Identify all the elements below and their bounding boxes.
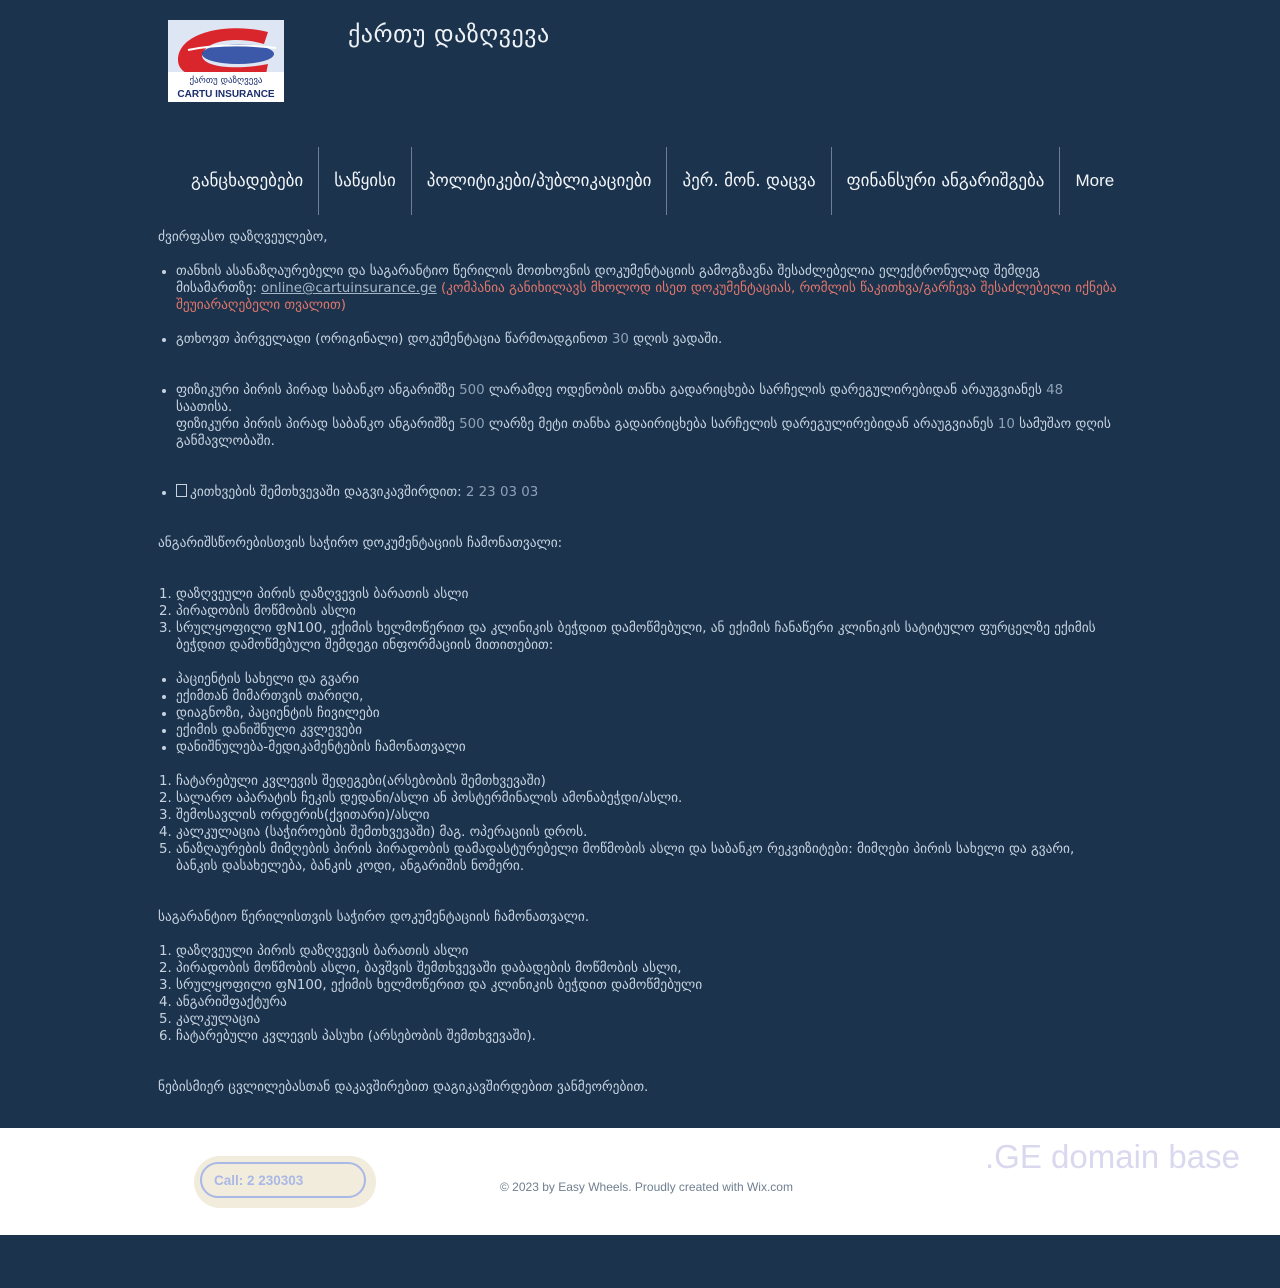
nav-item-policies[interactable]: პოლიტიკები/პუბლიკაციები xyxy=(412,147,668,215)
info-bullets-3 xyxy=(158,382,1118,450)
phone-icon xyxy=(176,484,187,497)
main-content xyxy=(158,229,1118,1096)
patient-info-list xyxy=(158,671,1118,756)
list-item: • გთხოვთ პირველადი (ორიგინალი) დოკუმენტაცია წარმოადგინოთ 30 დღის ვადაში. xyxy=(176,331,1118,348)
reimbursement-list xyxy=(158,586,1118,654)
list-item: 5. კალკულაცია xyxy=(176,1011,1118,1028)
footer xyxy=(0,1128,1280,1235)
list-item: • თანხის ასანაზღაურებელი და საგარანტიო წერილის მოთხოვნის დოკუმენტაციის გამოგზავნა შესაძლებელია ელექტრონულად შემდეგ მისამართზე: online@cartuinsurance.ge (კომპანია განიხილავს მხოლოდ ისეთ დოკუმენტაციას, რომლის წაკითხვა/გარჩევა შესაძლებელი იქნება შეუიარაღებელი თვალით) xyxy=(176,263,1118,314)
greeting: ძვირფასო დაზღვეულებო, xyxy=(158,230,328,245)
list-item: 5. ანაზღაურების მიმღების პირის პირადობის დამადასტურებელი მოწმობის ასლი და საბანკო რეკვიზიტები: მიმღები პირის სახელი და გვარი, ბანკის დასახელება, ბანკის კოდი, ანგარიშის ნომერი. xyxy=(176,841,1118,875)
list-item: • დანიშნულება-მედიკამენტების ჩამონათვალი xyxy=(176,739,1118,756)
list-item: 2. პირადობის მოწმობის ასლი xyxy=(176,603,1118,620)
info-bullets-4 xyxy=(158,484,1118,501)
site-title: ქართუ დაზღვევა xyxy=(348,20,550,48)
list-item: 4. კალკულაცია (საჭიროების შემთხვევაში) მაგ. ოპერაციის დროს. xyxy=(176,824,1118,841)
list-item: • დიაგნოზი, პაციენტის ჩივილები xyxy=(176,705,1118,722)
list-item: 1. დაზღვეული პირის დაზღვევის ბარათის ასლი xyxy=(176,586,1118,603)
list-item: 4. ანგარიშფაქტურა xyxy=(176,994,1118,1011)
nav-item-more[interactable]: More xyxy=(1075,171,1115,190)
nav-item-data-protection[interactable]: პერ. მონ. დაცვა xyxy=(667,147,831,215)
logo-text: ქართუ დაზღვევა xyxy=(189,76,263,86)
reimbursement-heading: ანგარიშსწორებისთვის საჭირო დოკუმენტაციის ჩამონათვალი: xyxy=(158,536,563,551)
guarantee-list xyxy=(158,943,1118,1045)
info-bullets-2 xyxy=(158,331,1118,348)
list-item: 3. სრულყოფილი ფN100, ექიმის ხელმოწერით და კლინიკის ბეჭდით დამოწმებული xyxy=(176,977,1118,994)
list-item: • კითხვების შემთხვევაში დაგვიკავშირდით: 2 23 03 03 xyxy=(176,484,1118,501)
call-button-wrapper xyxy=(194,1156,376,1208)
logo-graphic xyxy=(168,20,284,102)
reimbursement-list-2 xyxy=(158,773,1118,875)
nav-item-home[interactable]: საწყისი xyxy=(319,147,412,215)
domain-badge[interactable]: .GE domain base xyxy=(985,1138,1240,1175)
closing-text: ნებისმიერ ცვლილებასთან დაკავშირებით დაგიკავშირდებით ვანმეორებით. xyxy=(158,1080,649,1095)
list-item: • ექიმთან მიმართვის თარიღი, xyxy=(176,688,1118,705)
main-nav xyxy=(176,147,1129,215)
logo[interactable] xyxy=(168,20,284,102)
list-item: 1. ჩატარებული კვლევის შედეგები(არსებობის შემთხვევაში) xyxy=(176,773,1118,790)
info-bullets-1 xyxy=(158,263,1118,314)
email-link[interactable]: online@cartuinsurance.ge xyxy=(261,281,437,296)
nav-item-financial-reports[interactable]: ფინანსური ანგარიშგება xyxy=(832,147,1061,215)
list-item: 2. სალარო აპარატის ჩეკის დედანი/ასლი ან პოსტერმინალის ამონაბეჭდი/ასლი. xyxy=(176,790,1118,807)
call-button[interactable]: Call: 2 230303 xyxy=(200,1162,366,1198)
logo-subtext: CARTU INSURANCE xyxy=(177,89,275,100)
phone-number: 2 23 03 03 xyxy=(465,485,539,500)
list-item: 3. შემოსავლის ორდერის(ქვითარი)/ასლი xyxy=(176,807,1118,824)
bottom-strip xyxy=(0,1235,1280,1288)
guarantee-heading: საგარანტიო წერილისთვის საჭირო დოკუმენტაციის ჩამონათვალი. xyxy=(158,910,590,925)
list-item: • ფიზიკური პირის პირად საბანკო ანგარიშზე 500 ლარამდე ოდენობის თანხა გადარიცხება სარჩელის დარეგულირებიდან არაუგვიანეს 48 საათისა. ფიზიკური პირის პირად საბანკო ანგარიშზე 500 ლარზე მეტი თანხა გადაირიცხება სარჩელის დარეგულირებიდან არაუგვიანეს 10 სამუშაო დღის განმავლობაში. xyxy=(176,382,1118,450)
list-item: • ექიმის დანიშნული კვლევები xyxy=(176,722,1118,739)
list-item: 1. დაზღვეული პირის დაზღვევის ბარათის ასლი xyxy=(176,943,1118,960)
list-item: 2. პირადობის მოწმობის ასლი, ბავშვის შემთხვევაში დაბადების მოწმობის ასლი, xyxy=(176,960,1118,977)
list-item: • პაციენტის სახელი და გვარი xyxy=(176,671,1118,688)
nav-item-announcements[interactable]: განცხადებები xyxy=(176,147,319,215)
list-item: 3. სრულყოფილი ფN100, ექიმის ხელმოწერით და კლინიკის ბეჭდით დამოწმებული, ან ექიმის ჩანაწერი კლინიკის სატიტულო ფურცელზე ექიმის ბეჭდით დამოწმებული შემდეგი ინფორმაციის მითითებით: xyxy=(176,620,1118,654)
warning-note: (კომპანია განიხილავს მხოლოდ ისეთ დოკუმენტაციას, რომლის წაკითხვა/გარჩევა შესაძლებელი იქნება შეუიარაღებელი თვალით) xyxy=(176,281,1117,313)
list-item: 6. ჩატარებული კვლევის პასუხი (არსებობის შემთხვევაში). xyxy=(176,1028,1118,1045)
copyright-text: © 2023 by Easy Wheels. Proudly created with Wix.com xyxy=(500,1180,793,1194)
